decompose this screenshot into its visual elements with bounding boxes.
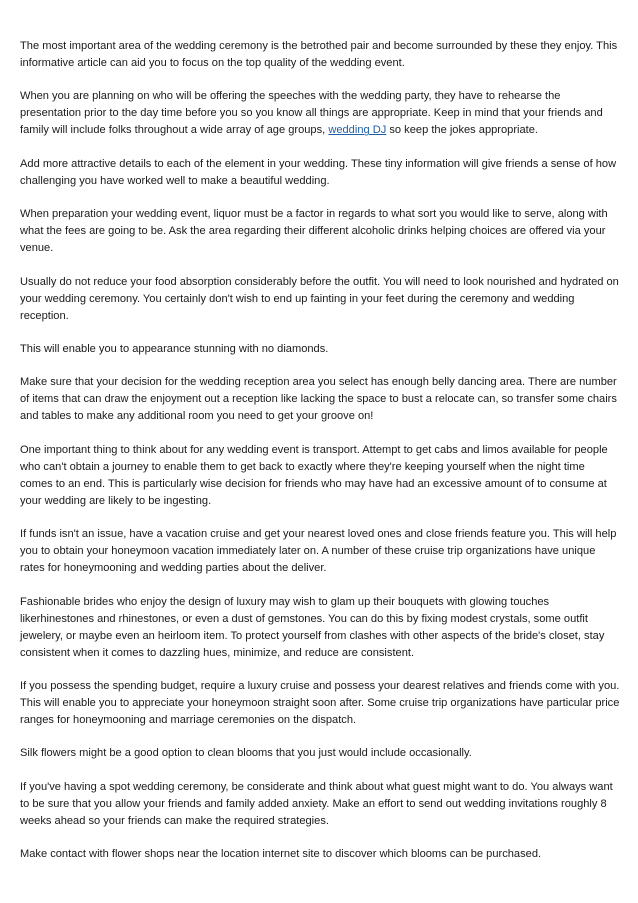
paragraph-2-text-after-link: so keep the jokes appropriate. xyxy=(386,124,539,137)
paragraph-2-text-before-link: When you are planning on who will be offering the speeches with the wedding party, they have to rehearse the presentation prior to the day time before you so you know all things are appropriate. Keep in mind that your friends and family will include folks throughout a wide array of age groups, xyxy=(20,90,603,137)
paragraph-14: Make contact with flower shops near the location internet site to discover which blooms can be purchased. xyxy=(20,848,542,861)
wedding-dj-link[interactable]: wedding DJ xyxy=(328,124,387,137)
paragraph-3: Add more attractive details to each of the element in your wedding. These tiny information will give friends a sense of how challenging you have worked well to make a beautiful wedding. xyxy=(20,157,617,187)
paragraph-8: One important thing to think about for any wedding event is transport. Attempt to get cabs and limos available for people who can't obtain a journey to enable them to get back to exactly where they're keeping yourself when the night time comes to an end. This is particularly wise decision for friends who may have had an excessive amount of to consume at your wedding are likely to be ingesting. xyxy=(20,443,608,507)
document-body xyxy=(20,38,620,879)
paragraph-1: The most important area of the wedding ceremony is the betrothed pair and become surrounded by these they enjoy. This informative article can aid you to focus on the top quality of the wedding event. xyxy=(20,40,618,69)
paragraph-4: When preparation your wedding event, liquor must be a factor in regards to what sort you would like to serve, along with what the fees are going to be. Ask the area regarding their different alcoholic drinks helping choices are offered via your venue. xyxy=(20,208,608,255)
paragraph-13: If you've having a spot wedding ceremony, be considerate and think about what guest might want to do. You always want to be sure that you allow your friends and family added anxiety. Make an effort to send out wedding invitations roughly 8 weeks ahead so your friends can make the required strategies. xyxy=(20,780,613,827)
paragraph-2 xyxy=(20,88,620,139)
paragraph-12: Silk flowers might be a good option to clean blooms that you just would include occasionally. xyxy=(20,747,472,760)
paragraph-10: Fashionable brides who enjoy the design of luxury may wish to glam up their bouquets with glowing touches likerhinestones and rhinestones, or even a dust of gemstones. You can do this by fixing modest crystals, some outfit jewelery, or maybe even an heirloom item. To protect yourself from clashes with other aspects of the bride's closet, stay consistent when it comes to dazzling hues, minimize, and reduce are consistent. xyxy=(20,595,605,659)
paragraph-7: Make sure that your decision for the wedding reception area you select has enough belly dancing area. There are number of items that can draw the enjoyment out a reception like lacking the space to bust a relocate can, so transfer some chairs and tables to make any additional room you need to get your groove on! xyxy=(20,376,617,423)
paragraph-11: If you possess the spending budget, require a luxury cruise and possess your dearest relatives and friends come with you. This will enable you to appreciate your honeymoon straight soon after. Some cruise trip organizations have particular price ranges for honeymooning and marriage ceremonies on the dispatch. xyxy=(20,679,620,726)
paragraph-9: If funds isn't an issue, have a vacation cruise and get your nearest loved ones and close friends feature you. This will help you to obtain your honeymoon vacation immediately later on. A number of these cruise trip organizations have unique rates for honeymooning and wedding parties about the deliver. xyxy=(20,528,617,575)
paragraph-5: Usually do not reduce your food absorption considerably before the outfit. You will need to look nourished and hydrated on your wedding ceremony. You certainly don't wish to end up fainting in your feet during the ceremony and wedding reception. xyxy=(20,275,619,322)
paragraph-6: This will enable you to appearance stunning with no diamonds. xyxy=(20,342,329,355)
